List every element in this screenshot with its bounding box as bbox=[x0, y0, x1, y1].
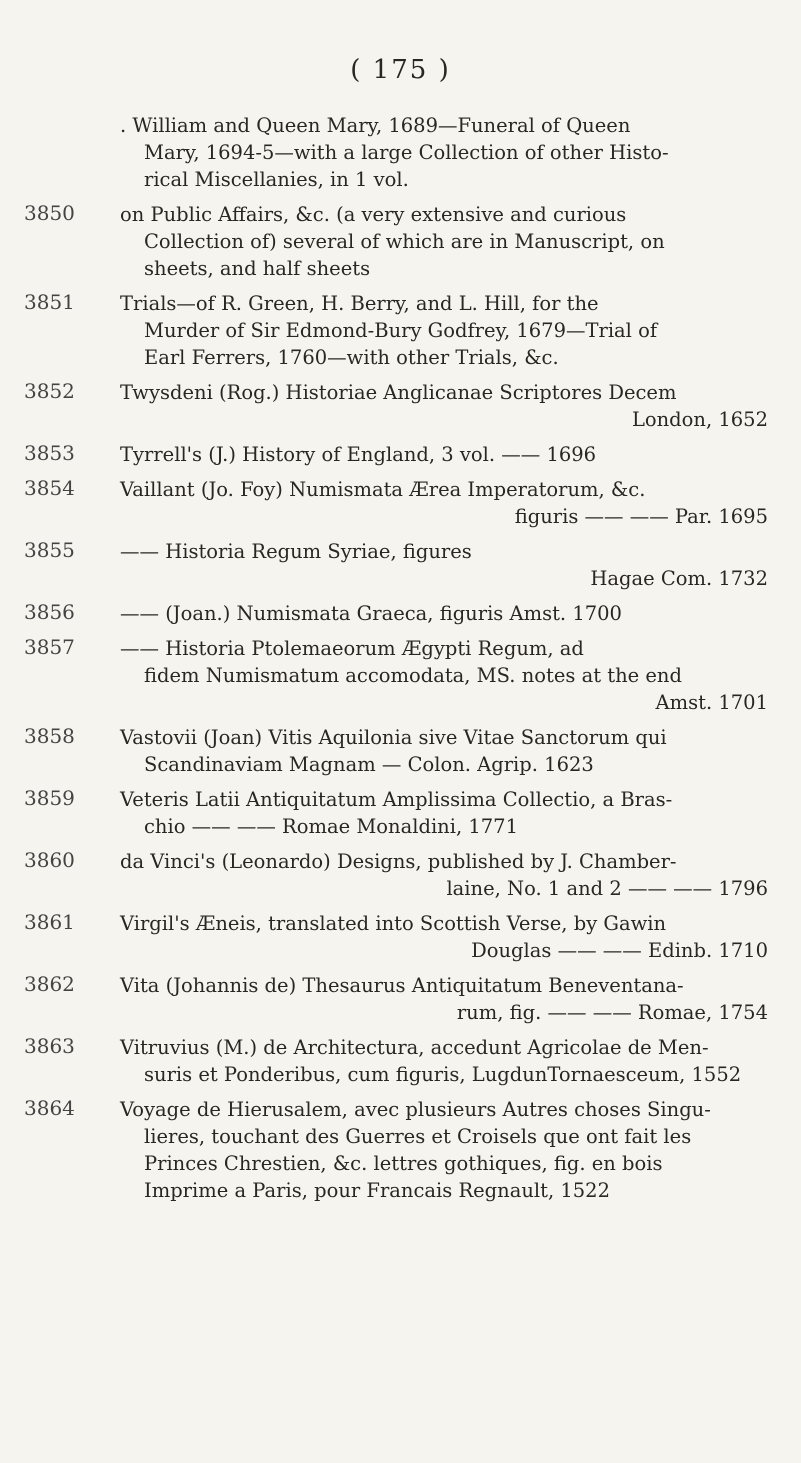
lot-number: 3856 bbox=[24, 600, 75, 624]
catalogue-entry bbox=[24, 600, 776, 627]
page-number: ( 175 ) bbox=[350, 55, 451, 85]
entry-line: Imprime a Paris, pour Francais Regnault, 1522 bbox=[144, 1179, 610, 1202]
catalogue-entry bbox=[24, 538, 776, 592]
lot-number: 3852 bbox=[24, 379, 75, 403]
entry-line: Virgil's Æneis, translated into Scottish Verse, by Gawin bbox=[120, 912, 667, 935]
lot-number: 3851 bbox=[24, 290, 75, 314]
catalogue-entry bbox=[24, 635, 776, 716]
catalogue-entry bbox=[24, 1096, 776, 1204]
lot-number: 3853 bbox=[24, 441, 75, 465]
entry-line: rical Miscellanies, in 1 vol. bbox=[144, 168, 409, 191]
entry-line: Vitruvius (M.) de Architectura, accedunt Agricolae de Men- bbox=[120, 1036, 709, 1059]
entry-line: rum, fig. —— —— Romae, 1754 bbox=[456, 1001, 768, 1024]
catalogue-entry bbox=[24, 972, 776, 1026]
entry-line: —— Historia Ptolemaeorum Ægypti Regum, ad bbox=[120, 637, 584, 660]
catalogue-entries bbox=[24, 112, 776, 1212]
entry-line: Mary, 1694-5—with a large Collection of other Histo- bbox=[144, 141, 669, 164]
lot-number: 3858 bbox=[24, 724, 75, 748]
entry-line: Douglas —— —— Edinb. 1710 bbox=[471, 939, 768, 962]
entry-line: sheets, and half sheets bbox=[144, 257, 371, 280]
catalogue-entry bbox=[24, 848, 776, 902]
catalogue-entry bbox=[24, 1034, 776, 1088]
entry-line: Princes Chrestien, &c. lettres gothiques, fig. en bois bbox=[144, 1152, 663, 1175]
lot-number: 3862 bbox=[24, 972, 75, 996]
entry-line: Vaillant (Jo. Foy) Numismata Ærea Imperatorum, &c. bbox=[120, 478, 646, 501]
entry-line: Scandinaviam Magnam — Colon. Agrip. 1623 bbox=[144, 753, 594, 776]
lot-number: 3854 bbox=[24, 476, 75, 500]
entry-line: fidem Numismatum accomodata, MS. notes at the end bbox=[144, 664, 682, 687]
entry-line: Vastovii (Joan) Vitis Aquilonia sive Vitae Sanctorum qui bbox=[120, 726, 667, 749]
catalogue-entry bbox=[24, 379, 776, 433]
lot-number: 3859 bbox=[24, 786, 75, 810]
entry-line: Trials—of R. Green, H. Berry, and L. Hill, for the bbox=[120, 292, 599, 315]
catalogue-entry bbox=[24, 290, 776, 371]
entry-line: Earl Ferrers, 1760—with other Trials, &c. bbox=[144, 346, 559, 369]
entry-line: Amst. 1701 bbox=[655, 691, 768, 714]
entry-line: Murder of Sir Edmond-Bury Godfrey, 1679—Trial of bbox=[144, 319, 658, 342]
catalogue-entry bbox=[24, 112, 776, 193]
entry-line: Tyrrell's (J.) History of England, 3 vol. —— 1696 bbox=[120, 443, 597, 466]
lot-number: 3863 bbox=[24, 1034, 75, 1058]
catalogue-entry bbox=[24, 441, 776, 468]
entry-line: London, 1652 bbox=[631, 408, 768, 431]
lot-number: 3860 bbox=[24, 848, 75, 872]
lot-number: 3864 bbox=[24, 1096, 75, 1120]
entry-line: Hagae Com. 1732 bbox=[590, 567, 768, 590]
catalogue-entry bbox=[24, 724, 776, 778]
entry-line: laine, No. 1 and 2 —— —— 1796 bbox=[446, 877, 768, 900]
entry-line: lieres, touchant des Guerres et Croisels que ont fait les bbox=[144, 1125, 692, 1148]
entry-line: —— (Joan.) Numismata Graeca, figuris Amst. 1700 bbox=[120, 602, 622, 625]
lot-number: 3855 bbox=[24, 538, 75, 562]
entry-line: Voyage de Hierusalem, avec plusieurs Autres choses Singu- bbox=[120, 1098, 711, 1121]
catalogue-entry bbox=[24, 910, 776, 964]
entry-line: chio —— —— Romae Monaldini, 1771 bbox=[144, 815, 518, 838]
entry-line: Twysdeni (Rog.) Historiae Anglicanae Scriptores Decem bbox=[120, 381, 677, 404]
lot-number: 3861 bbox=[24, 910, 75, 934]
entry-line: Veteris Latii Antiquitatum Amplissima Collectio, a Bras- bbox=[120, 788, 673, 811]
entry-line: on Public Affairs, &c. (a very extensive and curious bbox=[120, 203, 627, 226]
entry-line: da Vinci's (Leonardo) Designs, published by J. Chamber- bbox=[120, 850, 677, 873]
entry-line: . William and Queen Mary, 1689—Funeral of Queen bbox=[120, 114, 631, 137]
catalogue-entry bbox=[24, 201, 776, 282]
entry-line: figuris —— —— Par. 1695 bbox=[514, 505, 768, 528]
entry-line: Vita (Johannis de) Thesaurus Antiquitatum Beneventana- bbox=[120, 974, 684, 997]
entry-line: —— Historia Regum Syriae, figures bbox=[120, 540, 472, 563]
entry-line: Collection of) several of which are in Manuscript, on bbox=[144, 230, 665, 253]
catalogue-entry bbox=[24, 786, 776, 840]
lot-number: 3850 bbox=[24, 201, 75, 225]
catalogue-entry bbox=[24, 476, 776, 530]
lot-number: 3857 bbox=[24, 635, 75, 659]
entry-line: suris et Ponderibus, cum figuris, LugdunTornaesceum, 1552 bbox=[144, 1063, 742, 1086]
